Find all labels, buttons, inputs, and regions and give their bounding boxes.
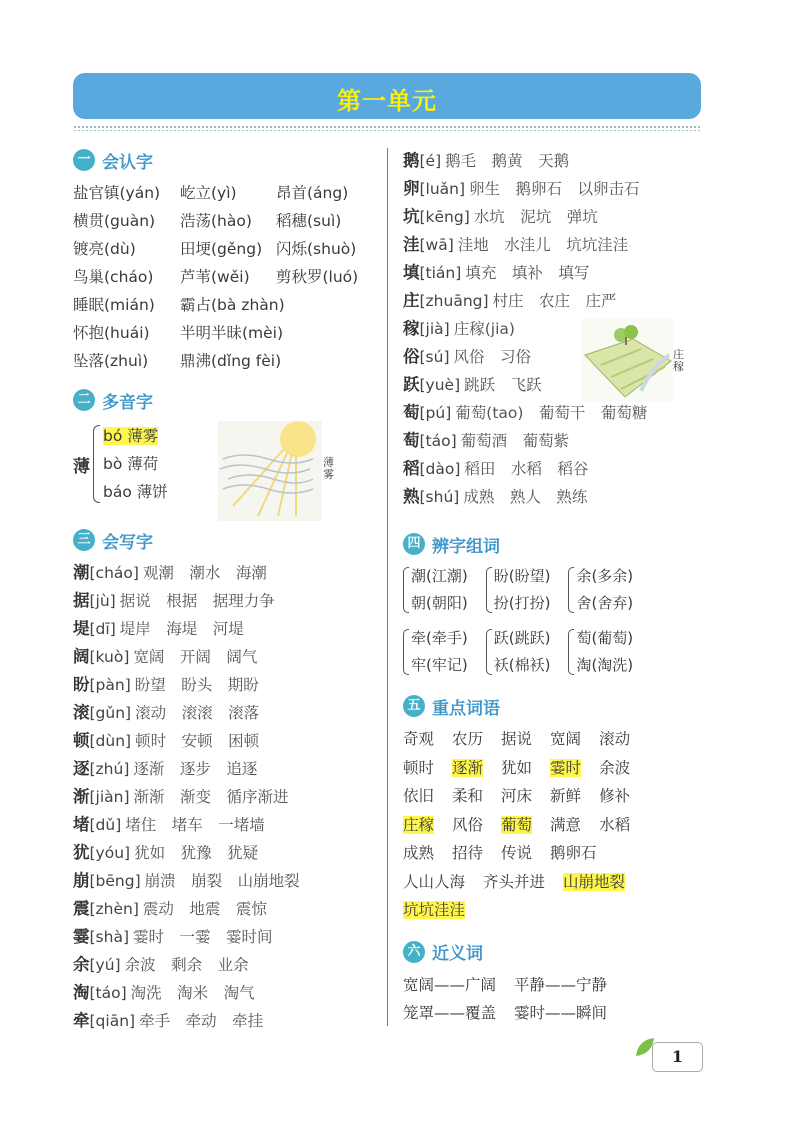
vocab-char: 崩 [73, 871, 90, 890]
vocab-words: 村庄 农庄 庄严 [492, 292, 617, 310]
vocab-row [73, 783, 378, 811]
polyphone-reading: báo 薄饼 [103, 483, 168, 501]
vocab-words: 堵住 堵车 一堵墙 [125, 816, 265, 834]
pair-lines [411, 625, 468, 679]
section-title: 多音字 [102, 392, 153, 413]
vocab-pinyin: [qiān] [89, 1012, 136, 1030]
pair-word: 跃(跳跃) [493, 629, 551, 647]
section-recognize-header [73, 147, 378, 173]
vocab-pinyin: [tián] [419, 264, 462, 282]
key-word: 依旧 [403, 787, 435, 805]
key-word: 逐渐 [452, 758, 484, 777]
word-pair [568, 563, 633, 617]
key-word: 山崩地裂 [563, 872, 626, 891]
section-title: 近义词 [432, 944, 483, 964]
vocab-pinyin: [jià] [419, 320, 450, 338]
key-word: 成熟 [403, 844, 435, 862]
vocab-words: 跳跃 飞跃 [464, 376, 542, 394]
vocab-words: 崩溃 崩裂 山崩地裂 [144, 872, 300, 890]
vocab-char: 震 [73, 899, 90, 918]
vocab-char: 填 [403, 263, 420, 282]
vocab-words: 卵生 鹅卵石 以卵击石 [469, 180, 640, 198]
pair-row [403, 625, 703, 679]
vocab-words: 水坑 泥坑 弹坑 [473, 208, 598, 226]
section-pairs-header [403, 531, 703, 557]
vocab-row [73, 867, 378, 895]
vocab-words: 淘洗 淘米 淘气 [130, 984, 255, 1002]
vocab-char: 牵 [73, 1011, 90, 1030]
vocab-pinyin: [zhú] [89, 760, 130, 778]
vocab-words: 洼地 水洼儿 坑坑洼洼 [457, 236, 629, 254]
vocab-char: 稼 [403, 319, 420, 338]
vocab-pinyin: [táo] [419, 432, 457, 450]
unit-banner [73, 73, 701, 119]
recognize-word: 浩荡(hào) [180, 212, 252, 230]
dotted-divider [73, 125, 701, 131]
recognize-row [73, 291, 378, 319]
key-word: 据说 [501, 730, 533, 748]
key-word: 余波 [599, 758, 631, 777]
vocab-row [73, 643, 378, 671]
recognize-list [73, 179, 378, 375]
pair-word: 淘(淘洗) [576, 656, 634, 674]
word-pair [486, 625, 551, 679]
word-pair [486, 563, 551, 617]
vocab-char: 余 [73, 955, 90, 974]
vocab-row [73, 755, 378, 783]
column-divider [387, 148, 388, 1026]
vocab-words: 余波 剩余 业余 [124, 956, 249, 974]
vocab-words: 渐渐 渐变 循序渐进 [133, 788, 289, 806]
vocab-words: 葡萄酒 葡萄紫 [460, 432, 570, 450]
section-number-badge: 五 [403, 695, 425, 717]
vocab-pinyin: [dǔ] [89, 816, 122, 834]
section-write-header [73, 527, 378, 553]
left-column [73, 147, 378, 1035]
vocab-row [73, 671, 378, 699]
vocab-pinyin: [wā] [419, 236, 454, 254]
vocab-words: 犹如 犹豫 犹疑 [134, 844, 259, 862]
key-word: 宽阔 [550, 730, 582, 748]
pair-lines [576, 625, 633, 679]
key-word: 满意 [550, 815, 582, 834]
vocab-char: 庄 [403, 291, 420, 310]
pair-lines [494, 563, 551, 617]
key-word: 人山人海 [403, 872, 466, 891]
section-synonyms-header [403, 939, 703, 965]
key-word-row [403, 782, 703, 811]
recognize-word: 田埂(gěng) [180, 240, 263, 258]
vocab-pinyin: [jiàn] [89, 788, 130, 806]
vocab-char: 犹 [73, 843, 90, 862]
vocab-char: 霎 [73, 927, 90, 946]
vocab-pinyin: [yóu] [89, 844, 131, 862]
pair-word: 朝(朝阳) [411, 594, 468, 612]
recognize-word: 镀亮(dù) [73, 240, 136, 258]
section-title: 辨字组词 [432, 536, 500, 557]
vocab-char: 萄 [403, 403, 420, 422]
polyphone-reading: bò 薄荷 [103, 455, 159, 473]
vocab-row [403, 483, 703, 511]
vocab-char: 滚 [73, 703, 90, 722]
section-keywords-header [403, 693, 703, 719]
brace [486, 629, 492, 675]
recognize-word: 屹立(yì) [180, 184, 237, 202]
vocab-char: 鹅 [403, 151, 420, 170]
vocab-char: 洼 [403, 235, 420, 254]
vocab-pinyin: [bēng] [89, 872, 141, 890]
vocab-char: 萄 [403, 431, 420, 450]
vocab-words: 庄稼(jia) [453, 320, 515, 338]
pair-lines [576, 563, 633, 617]
vocab-row [73, 839, 378, 867]
vocab-char: 逐 [73, 759, 90, 778]
vocab-pinyin: [luǎn] [419, 180, 466, 198]
vocab-row [73, 615, 378, 643]
vocab-words: 据说 根据 据理力争 [119, 592, 275, 610]
vocab-char: 熟 [403, 487, 420, 506]
pair-word: 袄(棉袄) [493, 656, 551, 674]
vocab-pinyin: [dào] [419, 460, 461, 478]
vocab-words: 填充 填补 填写 [465, 264, 590, 282]
vocab-pinyin: [zhuāng] [419, 292, 489, 310]
key-word: 修补 [599, 787, 631, 805]
polyphone-readings [103, 422, 168, 506]
vocab-char: 潮 [73, 563, 90, 582]
synonym-row [403, 999, 703, 1027]
recognize-word: 鼎沸(dǐng fèi) [180, 352, 282, 370]
vocab-char: 坑 [403, 207, 420, 226]
brace [93, 425, 100, 503]
pair-word: 潮(江潮) [411, 567, 468, 585]
vocab-words: 盼望 盼头 期盼 [134, 676, 259, 694]
section-title: 会认字 [102, 152, 153, 173]
key-word: 招待 [452, 844, 484, 862]
section-number-badge: 二 [73, 389, 95, 411]
vocab-char: 渐 [73, 787, 90, 806]
pair-row [403, 563, 703, 617]
key-word: 顿时 [403, 758, 435, 777]
word-pair [403, 563, 468, 617]
recognize-row [73, 263, 378, 291]
vocab-pinyin: [shú] [419, 488, 460, 506]
polyphone-char: 薄 [73, 456, 90, 477]
key-word: 奇观 [403, 730, 435, 748]
vocab-row [73, 587, 378, 615]
vocab-row [73, 1007, 378, 1035]
synonym-pair: 宽阔——广阔 [403, 975, 497, 994]
key-word-row [403, 896, 703, 925]
pair-word: 牵(牵手) [411, 629, 468, 647]
section-title: 重点词语 [432, 698, 500, 719]
pair-word: 萄(葡萄) [576, 629, 634, 647]
recognize-word: 半明半昧(mèi) [180, 324, 284, 342]
vocab-char: 阔 [73, 647, 90, 666]
vocab-pinyin: [é] [419, 152, 442, 170]
vocab-words: 滚动 滚滚 滚落 [135, 704, 260, 722]
vocab-pinyin: [kuò] [89, 648, 130, 666]
vocab-row [73, 699, 378, 727]
section-number-badge: 三 [73, 529, 95, 551]
page-number: 1 [652, 1042, 703, 1072]
recognize-word: 闪烁(shuò) [276, 240, 357, 258]
vocab-row [73, 923, 378, 951]
recognize-row [73, 235, 378, 263]
unit-title: 第一单元 [337, 87, 437, 115]
vocab-words: 牵手 牵动 牵挂 [139, 1012, 264, 1030]
recognize-word: 盐官镇(yán) [73, 184, 161, 202]
vocab-row [73, 895, 378, 923]
vocab-pinyin: [cháo] [89, 564, 139, 582]
write-list-left [73, 559, 378, 1035]
vocab-words: 宽阔 开阔 阔气 [133, 648, 258, 666]
vocab-pinyin: [zhèn] [89, 900, 139, 918]
key-word-row [403, 868, 703, 897]
vocab-words: 稻田 水稻 稻谷 [464, 460, 589, 478]
pair-word: 余(多余) [576, 567, 634, 585]
key-word: 农历 [452, 730, 484, 748]
polyphone-reading: bó 薄雾 [103, 427, 159, 445]
recognize-word: 睡眠(mián) [73, 296, 155, 314]
synonym-row [403, 971, 703, 999]
brace [486, 567, 492, 613]
vocab-pinyin: [yuè] [419, 376, 461, 394]
vocab-char: 淘 [73, 983, 90, 1002]
recognize-word: 芦苇(wěi) [180, 268, 250, 286]
vocab-char: 顿 [73, 731, 90, 750]
vocab-words: 风俗 习俗 [453, 348, 532, 366]
key-word: 柔和 [452, 787, 484, 805]
vocab-row [73, 951, 378, 979]
farm-illustration [581, 319, 673, 405]
right-column [403, 147, 703, 1027]
recognize-word: 怀抱(huái) [73, 324, 150, 342]
key-word: 葡萄 [501, 815, 533, 834]
mist-caption: 薄雾 [323, 456, 334, 481]
key-word: 滚动 [599, 730, 631, 748]
key-words-block [403, 725, 703, 925]
key-word: 风俗 [452, 815, 484, 834]
vocab-pinyin: [pú] [419, 404, 452, 422]
recognize-word: 稻穗(suì) [276, 212, 342, 230]
recognize-row [73, 319, 378, 347]
vocab-words: 成熟 熟人 熟练 [463, 488, 588, 506]
vocab-char: 跃 [403, 375, 420, 394]
pair-lines [494, 625, 551, 679]
vocab-row [403, 147, 703, 175]
vocab-words: 震动 地震 震惊 [142, 900, 267, 918]
vocab-row [403, 231, 703, 259]
vocab-pinyin: [kēng] [419, 208, 470, 226]
vocab-row [403, 427, 703, 455]
vocab-pinyin: [táo] [89, 984, 127, 1002]
vocab-row [73, 811, 378, 839]
vocab-char: 俗 [403, 347, 420, 366]
key-word: 坑坑洼洼 [403, 901, 466, 919]
synonym-pair: 霎时——瞬间 [514, 1003, 608, 1022]
key-word: 鹅卵石 [550, 844, 597, 862]
word-pair [568, 625, 633, 679]
vocab-char: 稻 [403, 459, 420, 478]
pairs-block [403, 563, 703, 679]
pair-word: 牢(牢记) [411, 656, 468, 674]
synonym-pair: 笼罩——覆盖 [403, 1003, 497, 1022]
brace [403, 567, 409, 613]
key-word: 传说 [501, 844, 533, 862]
vocab-row [73, 979, 378, 1007]
pair-word: 扮(打扮) [493, 594, 551, 612]
recognize-word: 坠落(zhuì) [73, 352, 149, 370]
recognize-word: 霸占(bà zhàn) [180, 296, 285, 314]
recognize-row [73, 207, 378, 235]
vocab-pinyin: [dī] [89, 620, 116, 638]
key-word: 庄稼 [403, 815, 435, 834]
vocab-words: 逐渐 逐步 追逐 [133, 760, 258, 778]
vocab-words: 鹅毛 鹅黄 天鹅 [445, 152, 570, 170]
key-word-row [403, 725, 703, 754]
synonym-pair: 平静——宁静 [514, 975, 608, 994]
vocab-pinyin: [sú] [419, 348, 450, 366]
vocab-char: 据 [73, 591, 90, 610]
pair-lines [411, 563, 468, 617]
key-word-row [403, 754, 703, 783]
synonyms-block [403, 971, 703, 1027]
vocab-words: 观潮 潮水 海潮 [142, 564, 267, 582]
key-word: 水稻 [599, 815, 631, 834]
key-word-row [403, 811, 703, 840]
vocab-row [73, 727, 378, 755]
vocab-row [403, 175, 703, 203]
section-number-badge: 四 [403, 533, 425, 555]
vocab-words: 霎时 一霎 霎时间 [133, 928, 273, 946]
vocab-row [403, 203, 703, 231]
section-title: 会写字 [102, 532, 153, 553]
vocab-words: 顿时 安顿 困顿 [135, 732, 260, 750]
brace [403, 629, 409, 675]
vocab-words: 堤岸 海堤 河堤 [119, 620, 244, 638]
brace [568, 629, 574, 675]
recognize-word: 鸟巢(cháo) [73, 268, 154, 286]
section-number-badge: 六 [403, 941, 425, 963]
pair-word: 盼(盼望) [493, 567, 551, 585]
vocab-pinyin: [jù] [89, 592, 116, 610]
vocab-row [403, 287, 703, 315]
vocab-pinyin: [gǔn] [89, 704, 132, 722]
recognize-row [73, 179, 378, 207]
vocab-row [73, 559, 378, 587]
key-word: 齐头并进 [483, 872, 546, 891]
vocab-row [403, 455, 703, 483]
vocab-char: 卵 [403, 179, 420, 198]
vocab-row [403, 259, 703, 287]
word-pair [403, 625, 468, 679]
vocab-words: 葡萄(tao) 葡萄干 葡萄糖 [455, 404, 648, 422]
recognize-row [73, 347, 378, 375]
vocab-char: 堤 [73, 619, 90, 638]
recognize-word: 昂首(áng) [276, 184, 349, 202]
vocab-pinyin: [pàn] [89, 676, 131, 694]
vocab-char: 盼 [73, 675, 90, 694]
vocab-pinyin: [dùn] [89, 732, 132, 750]
vocab-pinyin: [yú] [89, 956, 121, 974]
section-number-badge: 一 [73, 149, 95, 171]
farm-caption: 庄稼 [673, 348, 684, 373]
key-word: 犹如 [501, 758, 533, 777]
key-word: 霎时 [550, 758, 582, 777]
section-polyphone-header [73, 387, 378, 413]
key-word: 河床 [501, 787, 533, 805]
brace [568, 567, 574, 613]
vocab-char: 堵 [73, 815, 90, 834]
polyphone-block [73, 419, 378, 509]
key-word: 新鲜 [550, 787, 582, 805]
mist-illustration [218, 421, 322, 525]
vocab-pinyin: [shà] [89, 928, 129, 946]
pair-word: 舍(舍弃) [576, 594, 634, 612]
recognize-word: 剪秋罗(luó) [276, 268, 359, 286]
key-word-row [403, 839, 703, 868]
recognize-word: 横贯(guàn) [73, 212, 156, 230]
